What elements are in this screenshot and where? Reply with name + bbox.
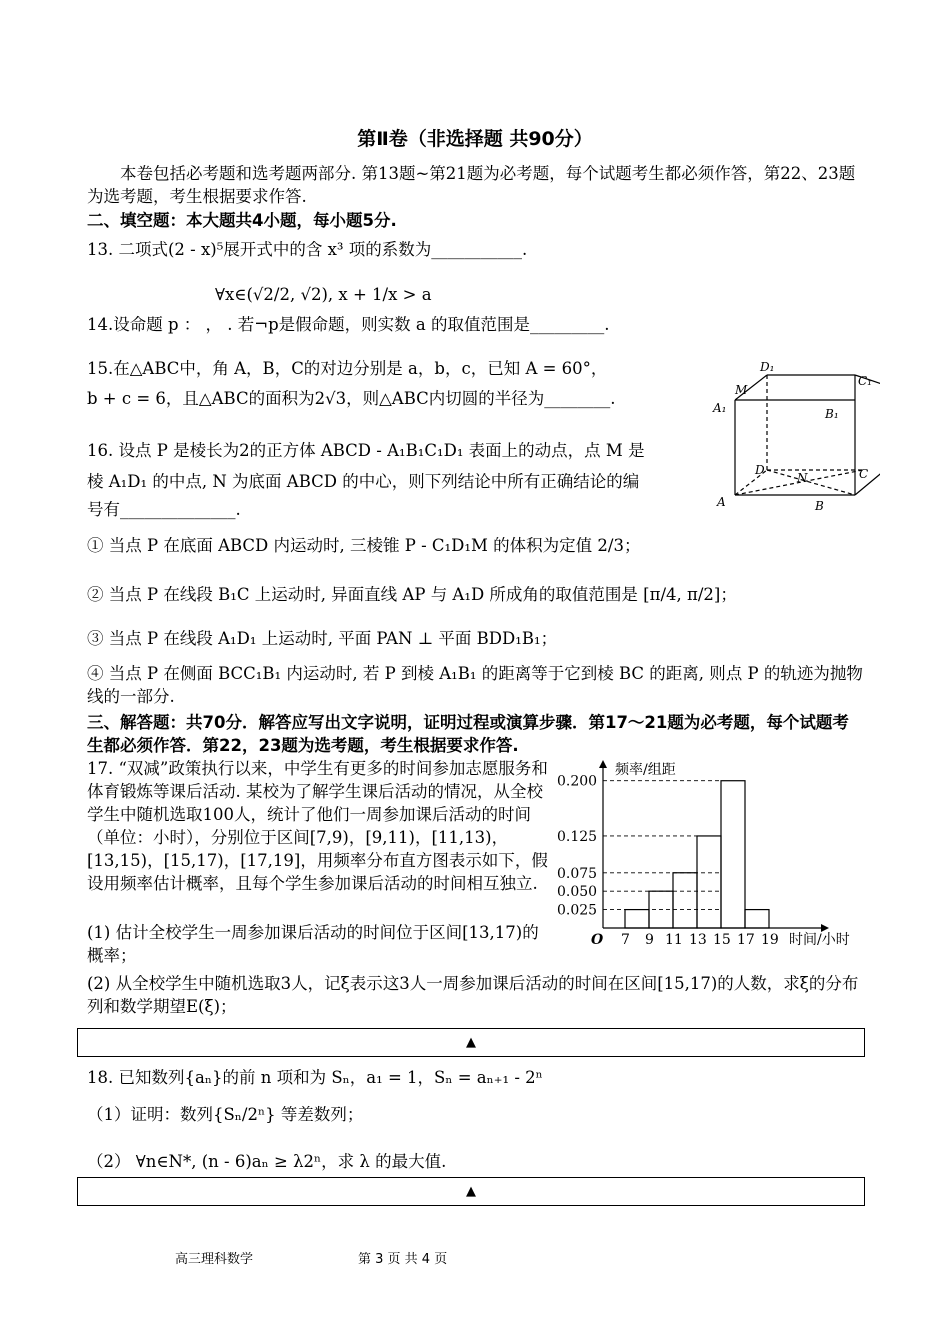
footer-subject: 高三理科数学 <box>175 1252 254 1267</box>
question-15-line1: 15.在△ABC中，角 A，B，C的对边分别是 a，b，c，已知 A = 60°， <box>87 359 608 378</box>
origin-label: O <box>591 932 604 948</box>
histogram-bar <box>745 910 769 928</box>
y-tick-label: 0.075 <box>557 865 598 882</box>
question-17-text: 17. “双减”政策执行以来，中学生有更多的时间参加志愿服务和体育锻炼等课后活动. 某校为了解学生课后活动的情况，从全校学生中随机选取100人，统计了他们一周参加课后活动的时间（单位：小时），分别位于区间[7,9)，[9,11)，[11,13)，[13,15)，[15,17)，[17,19]，用频率分布直方图表示如下，假设用频率估计概率，且每个学生参加课后活动的时间相互独立. <box>87 759 548 893</box>
cube-figure <box>705 360 880 520</box>
y-tick-label: 0.200 <box>557 773 598 790</box>
answer-area-17[interactable]: ▲ <box>77 1028 865 1057</box>
question-14: 14.设命题 p ： ， . 若¬p是假命题，则实数 a 的取值范围是_________. <box>87 315 610 334</box>
x-axis-label: 时间/小时 <box>789 932 850 948</box>
histogram-bar <box>697 836 721 928</box>
label-C1: C₁ <box>858 374 872 388</box>
label-N: N <box>797 471 808 485</box>
option-3: ③ 当点 P 在线段 A₁D₁ 上运动时, 平面 PAN ⊥ 平面 BDD₁B₁； <box>87 629 558 648</box>
question-18-part1: （1）证明：数列{Sₙ/2ⁿ} 等差数列； <box>87 1105 364 1124</box>
option-1: ① 当点 P 在底面 ABCD 内运动时, 三棱锥 P - C₁D₁M 的体积为定值 2/3； <box>87 536 641 555</box>
page-title: 第Ⅱ卷（非选择题 共90分） <box>357 128 593 150</box>
x-tick-label: 17 <box>737 932 755 948</box>
label-A1: A₁ <box>713 401 727 415</box>
question-17-part1: (1) 估计全校学生一周参加课后活动的时间位于区间[13,17)的概率； <box>87 923 539 965</box>
y-axis-label: 频率/组距 <box>615 762 676 778</box>
histogram-bar <box>721 781 745 928</box>
section-2-heading: 二、填空题：本大题共4小题，每小题5分. <box>87 211 397 230</box>
intro-text: 本卷包括必考题和选考题两部分. 第13题~第21题为必考题，每个试题考生都必须作答，第22、23题为选考题，考生根据要求作答. <box>87 164 856 206</box>
section-3-heading: 三、解答题：共70分．解答应写出文字说明，证明过程或演算步骤．第17～21题为必考题，每个试题考生都必须作答．第22，23题为选考题，考生根据要求作答. <box>87 713 849 755</box>
question-16-line1: 16. 设点 P 是棱长为2的正方体 ABCD - A₁B₁C₁D₁ 表面上的动点，点 M 是 <box>87 441 645 460</box>
option-2: ② 当点 P 在线段 B₁C 上运动时, 异面直线 AP 与 A₁D 所成角的取值范围是 [π/4, π/2]； <box>87 585 737 604</box>
histogram-bar <box>625 910 649 928</box>
x-tick-label: 11 <box>665 932 683 948</box>
question-15-line2: b + c = 6，且△ABC的面积为2√3，则△ABC内切圆的半径为________. <box>87 389 616 408</box>
histogram-bar <box>673 873 697 928</box>
question-18-part2: （2） ∀n∈N*, (n - 6)aₙ ≥ λ2ⁿ，求 λ 的最大值. <box>87 1152 447 1171</box>
question-16-line3: 号有______________. <box>87 500 241 519</box>
y-tick-label: 0.025 <box>557 902 598 919</box>
question-18: 18. 已知数列{aₙ}的前 n 项和为 Sₙ，a₁ = 1，Sₙ = aₙ₊₁ - 2ⁿ <box>87 1068 543 1087</box>
option-4: ④ 当点 P 在侧面 BCC₁B₁ 内运动时, 若 P 到棱 A₁B₁ 的距离等于它到棱 BC 的距离, 则点 P 的轨迹为抛物线的一部分. <box>87 664 863 706</box>
answer-area-18[interactable]: ▲ <box>77 1177 865 1206</box>
question-17-part2: (2) 从全校学生中随机选取3人，记ξ表示这3人一周参加课后活动的时间在区间[15,17)的人数，求ξ的分布列和数学期望E(ξ)； <box>87 974 859 1016</box>
label-B1: B₁ <box>825 407 839 421</box>
x-tick-label: 9 <box>645 932 654 948</box>
y-tick-label: 0.050 <box>557 884 598 901</box>
label-A: A <box>717 495 726 509</box>
x-tick-label: 19 <box>761 932 779 948</box>
label-D: D <box>755 463 765 477</box>
y-tick-label: 0.125 <box>557 828 598 845</box>
label-D1: D₁ <box>760 360 775 374</box>
frequency-histogram <box>555 758 875 958</box>
footer-page-number: 第 3 页 共 4 页 <box>358 1252 448 1267</box>
y-axis-arrow <box>599 760 607 768</box>
label-M: M <box>735 383 748 397</box>
x-axis-arrow <box>821 924 829 932</box>
label-C: C <box>859 467 869 481</box>
x-tick-label: 7 <box>621 932 630 948</box>
label-B: B <box>815 499 824 513</box>
question-16-line2: 棱 A₁D₁ 的中点, N 为底面 ABCD 的中心，则下列结论中所有正确结论的编 <box>87 472 640 491</box>
question-13: 13. 二项式(2 - x)⁵展开式中的含 x³ 项的系数为___________. <box>87 240 528 259</box>
question-14-formula: ∀x∈(√2/2, √2), x + 1/x > a <box>215 285 432 304</box>
x-tick-label: 13 <box>689 932 707 948</box>
x-tick-label: 15 <box>713 932 731 948</box>
